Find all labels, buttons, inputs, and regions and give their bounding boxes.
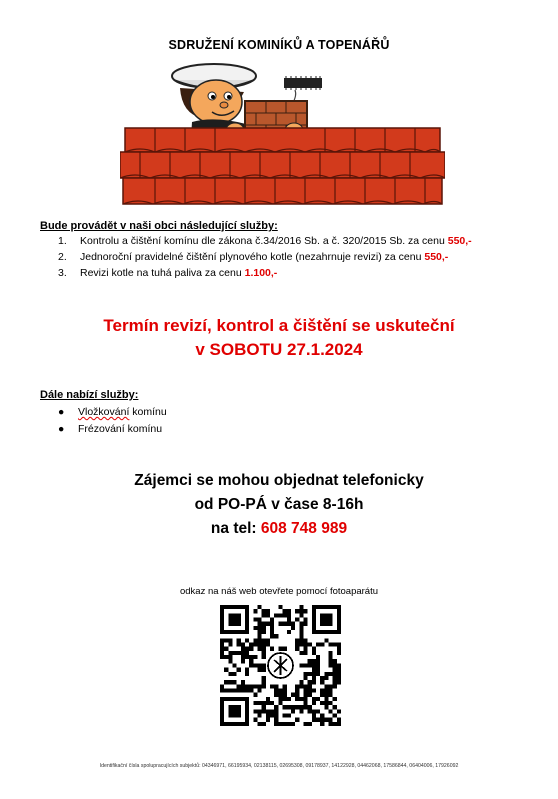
service-text: Jednoroční pravidelné čištění plynového kotle (nezahrnuje revizi) za cenu: [80, 251, 425, 263]
service-price: 550,-: [447, 235, 472, 247]
service-text: Kontrolu a čištění komínu dle zákona č.34/2016 Sb. a č. 320/2015 Sb. za cenu: [80, 235, 448, 247]
spellcheck-word: Vložkování: [78, 406, 130, 418]
bullet-icon: ●: [58, 423, 65, 435]
service-price: 550,-: [424, 251, 449, 263]
phone-number[interactable]: 608 748 989: [260, 520, 348, 537]
term-line: Termín revizí, kontrol a čištění se uskuteční: [103, 316, 455, 335]
contact-block: [0, 469, 558, 541]
item-text: Frézování komínu: [78, 423, 163, 435]
item-text: komínu: [129, 406, 167, 418]
contact-hours: od PO-PÁ v čase 8-16h: [194, 496, 364, 513]
list-number: 3.: [58, 267, 67, 279]
term-date: v SOBOTU 27.1.2024: [195, 340, 363, 359]
term-announcement: [0, 314, 558, 362]
chimney-sweep-illustration: [120, 56, 445, 206]
document-title: SDRUŽENÍ KOMINÍKŮ A TOPENÁŘŮ: [168, 38, 390, 52]
list-item: [58, 421, 167, 438]
contact-line: Zájemci se mohou objednat telefonicky: [134, 472, 424, 489]
services-list: [58, 233, 472, 281]
list-item: [58, 249, 472, 265]
service-text: Revizi kotle na tuhá paliva za cenu: [80, 267, 245, 279]
phone-label: na tel:: [210, 520, 261, 537]
list-number: 2.: [58, 251, 67, 263]
more-services-heading: Dále nabízí služby:: [40, 389, 139, 401]
bullet-icon: ●: [58, 406, 65, 418]
footer-ids: Identifikační čísla spolupracujících subjektů: 04346971, 66195934, 02138115, 02695308, 09178937, 14122928, 04462068, 17586844, 06404006, 17926092: [99, 763, 459, 769]
qr-caption: odkaz na náš web otevřete pomocí fotoaparátu: [179, 586, 379, 597]
list-item: [58, 265, 472, 281]
service-price: 1.100,-: [244, 267, 278, 279]
services-heading: Bude provádět v naši obci následující služby:: [40, 220, 278, 232]
more-services-list: [58, 404, 167, 438]
list-item: [58, 404, 167, 421]
list-number: 1.: [58, 235, 67, 247]
qr-code[interactable]: [220, 605, 341, 726]
list-item: [58, 233, 472, 249]
